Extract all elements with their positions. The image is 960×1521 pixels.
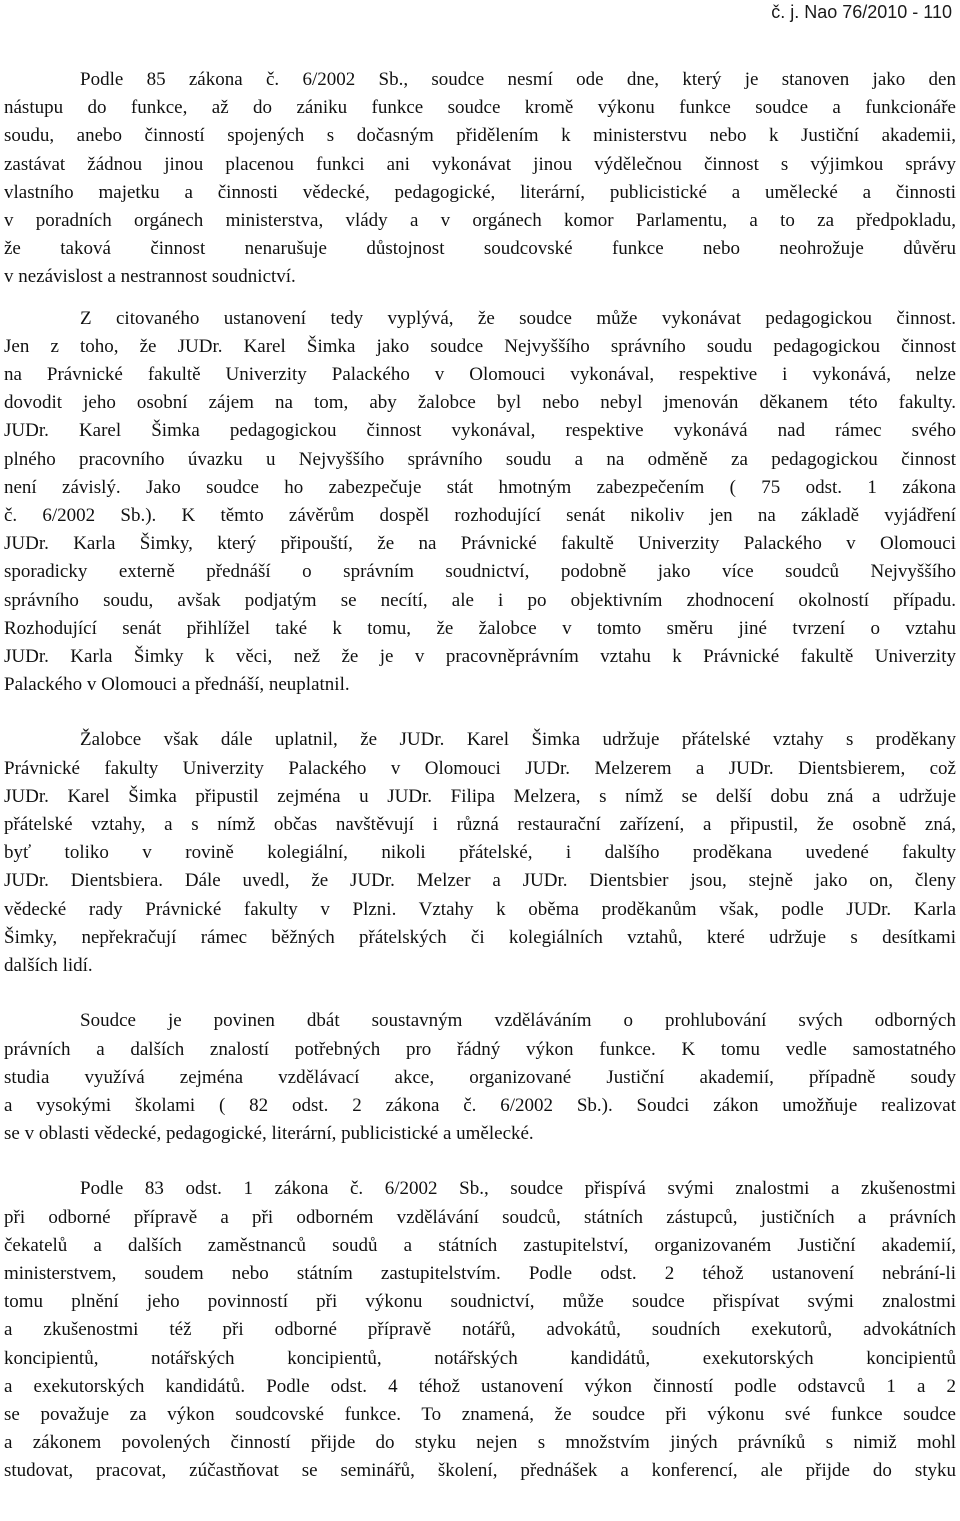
text-line: čekatelů a dalších zaměstnanců soudů a státních zastupitelství, organizovaném Justiční akademií, [4,1234,956,1256]
text-line: JUDr. Karel Šimka připustil zejména u JUDr. Filipa Melzera, s nímž se delší dobu zná a udržuje [4,785,956,807]
text-line: studovat, pracovat, zúčastňovat se seminářů, školení, přednášek a konferencí, ale přijde do styku [4,1460,956,1482]
text-line: přátelské vztahy, a s nímž občas navštěvují i různá restaurační zařízení, a připustil, že osobně zná, [4,814,956,836]
text-line: se považuje za výkon soudcovské funkce. To znamená, že soudce při výkonu své funkce soudce [4,1403,956,1425]
text-line: JUDr. Karla Šimky, který připouští, že na Právnické fakultě Univerzity Palackého v Olomouci [4,533,956,555]
text-line: a exekutorských kandidátů. Podle odst. 4 téhož ustanovení výkon činností podle odstavců 1 a 2 [4,1375,956,1397]
text-line: tomu plnění jeho povinností při výkonu soudnictví, může soudce přispívat svými znalostmi [4,1291,956,1313]
paragraph-pedagogical-activity [4,305,956,700]
document-body [4,66,956,1486]
text-line: č. 6/2002 Sb.). K těmto závěrům dospěl rozhodující senát nikoliv jen na základě vyjádření [4,505,956,527]
paragraph-spacer [4,699,956,726]
text-line: právních a dalších znalostí potřebných pro řádný výkon funkce. K tomu vedle samostatného [4,1038,956,1060]
text-line: ministerstvem, soudem nebo státním zastupitelstvím. Podle odst. 2 téhož ustanovení nebrání-li [4,1262,956,1284]
text-line: při odborné přípravě a při odborném vzdělávání soudců, státních zástupců, justičních a právních [4,1206,956,1228]
case-reference: č. j. Nao 76/2010 - 110 [771,2,952,22]
text-line: Soudce je povinen dbát soustavným vzděláváním o prohlubování svých odborných [80,1010,956,1032]
text-line: byť toliko v rovině kolegiální, nikoli přátelské, i dalšího proděkana uvedené fakulty [4,842,956,864]
text-line: Palackého v Olomouci a přednáší, neuplatnil. [4,674,350,696]
text-line: na Právnické fakultě Univerzity Palackého v Olomouci vykonával, respektive i vykonává, nelze [4,364,956,386]
paragraph-professional-training [4,1175,956,1485]
paragraph-spacer [4,980,956,1007]
text-line: Jen z toho, že JUDr. Karel Šimka jako soudce Nejvyššího správního soudu pedagogickou činnost [4,335,956,357]
text-line: v poradních orgánech ministerstva, vlády a v orgánech komor Parlamentu, a to za předpokladu, [4,210,956,232]
text-line: a zákonem povolených činností přijde do styku nejen s množstvím jiných právníků s nimiž mohl [4,1432,956,1454]
text-line: dovodit jeho osobní zájem na tom, aby žalobce byl nebo nebyl jmenován děkanem této fakulty. [4,392,956,414]
text-line: sporadicky externě přednáší o správním soudnictví, podobně jako více soudců Nejvyššího [4,561,956,583]
text-line: není závislý. Jako soudce ho zabezpečuje stát hmotným zabezpečením ( 75 odst. 1 zákona [4,476,956,498]
text-line: studia využívá zejména vzdělávací akce, organizované Justiční akademií, případně soudy [4,1066,956,1088]
paragraph-continuing-education [4,1007,956,1148]
paragraph-spacer [4,1148,956,1175]
text-line: koncipientů, notářských koncipientů, notářských kandidátů, exekutorských koncipientů [4,1347,956,1369]
text-line: a vysokými školami ( 82 odst. 2 zákona č. 6/2002 Sb.). Soudci zákon umožňuje realizovat [4,1094,956,1116]
text-line: vlastního majetku a činnosti vědecké, pedagogické, literární, publicistické a umělecké a činnosti [4,181,956,203]
text-line: JUDr. Karla Šimky k věci, než že je v pracovněprávním vztahu k Právnické fakultě Univerzity [4,646,956,668]
text-line: Právnické fakulty Univerzity Palackého v Olomouci JUDr. Melzerem a JUDr. Dientsbierem, což [4,757,956,779]
text-line: Šimky, nepřekračují rámec běžných přátelských či kolegiálních vztahů, které udržuje s desítkami [4,926,956,948]
text-line: Podle 83 odst. 1 zákona č. 6/2002 Sb., soudce přispívá svými znalostmi a zkušenostmi [80,1178,956,1200]
text-line: a zkušenostmi též při odborné přípravě notářů, advokátů, soudních exekutorů, advokátních [4,1319,956,1341]
text-line: nástupu do funkce, až do zániku funkce soudce kromě výkonu funkce soudce a funkcionáře [4,97,956,119]
text-line: správního soudu, avšak podjatým se necítí, ale i po objektivním zhodnocení okolností případu. [4,589,956,611]
text-line: zastávat žádnou jinou placenou funkci ani vykonávat jinou výdělečnou činnost s výjimkou správy [4,153,956,175]
text-line: Rozhodující senát přihlížel také k tomu, že žalobce v tomto směru jiné tvrzení o vztahu [4,617,956,639]
paragraph-spacer [4,292,956,305]
text-line: vědecké rady Právnické fakulty v Plzni. Vztahy k oběma proděkanům však, podle JUDr. Karla [4,898,956,920]
text-line: dalších lidí. [4,955,93,977]
paragraph-judge-restrictions [4,66,956,292]
text-line: JUDr. Karel Šimka pedagogickou činnost vykonával, respektive vykonává nad rámec svého [4,420,956,442]
text-line: se v oblasti vědecké, pedagogické, literární, publicistické a umělecké. [4,1123,534,1145]
text-line: Z citovaného ustanovení tedy vyplývá, že soudce může vykonávat pedagogickou činnost. [80,307,956,329]
text-line: že taková činnost nenarušuje důstojnost soudcovské funkce nebo neohrožuje důvěru [4,238,956,260]
text-line: soudu, anebo činností spojených s dočasným přidělením k ministerstvu nebo k Justiční akademii, [4,125,956,147]
text-line: v nezávislost a nestrannost soudnictví. [4,266,296,288]
paragraph-friendly-relations [4,726,956,980]
text-line: JUDr. Dientsbiera. Dále uvedl, že JUDr. Melzer a JUDr. Dientsbier jsou, stejně jako on, členy [4,870,956,892]
text-line: plného pracovního úvazku u Nejvyššího správního soudu a na odměně za pedagogickou činnost [4,448,956,470]
text-line: Podle 85 zákona č. 6/2002 Sb., soudce nesmí ode dne, který je stanoven jako den [80,69,956,90]
text-line: Žalobce však dále uplatnil, že JUDr. Karel Šimka udržuje přátelské vztahy s proděkany [80,729,956,751]
